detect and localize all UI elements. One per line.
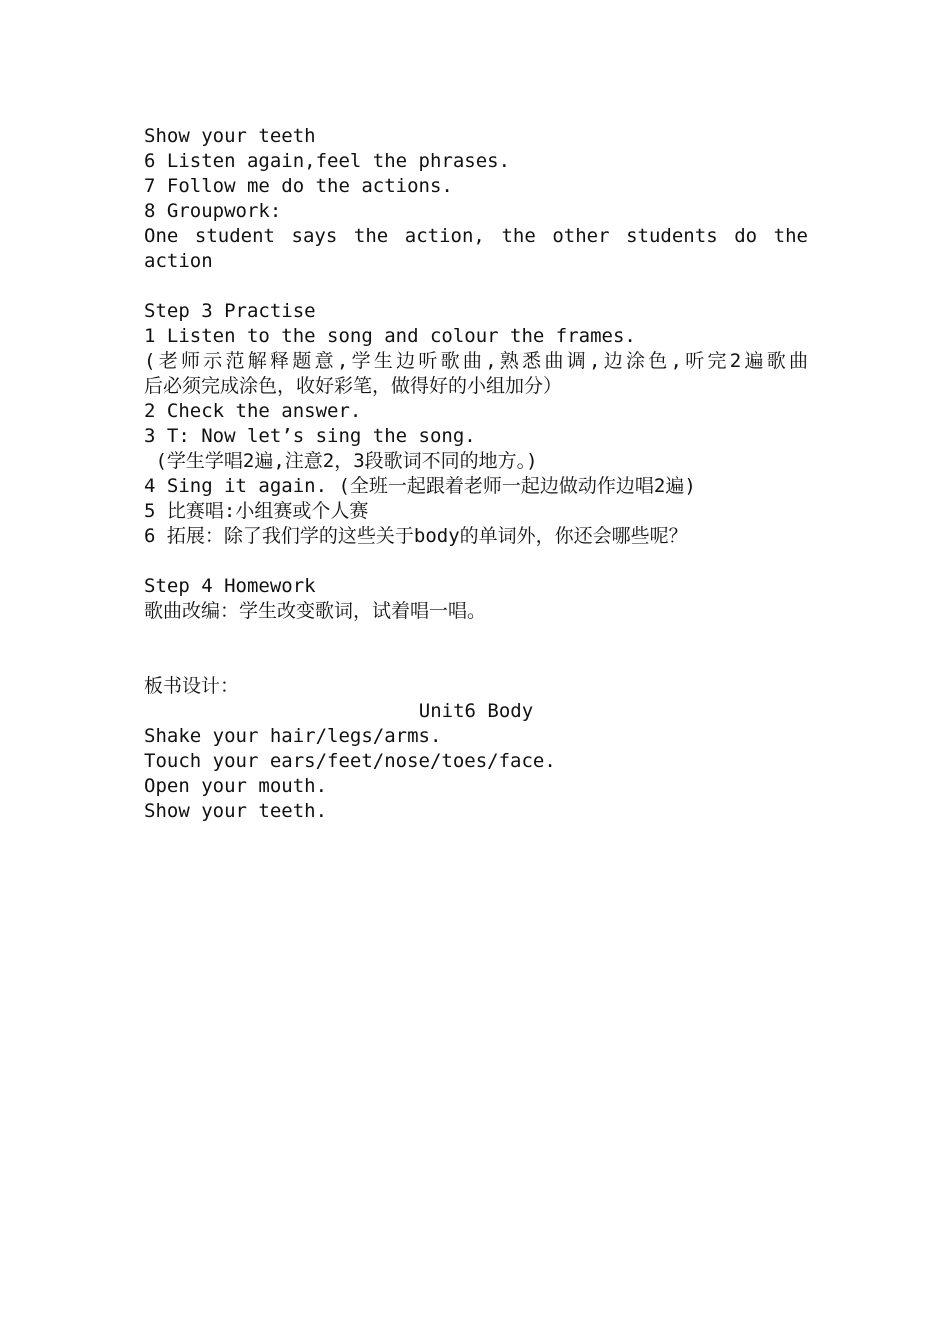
text-line: 1 Listen to the song and colour the frames. bbox=[144, 325, 636, 347]
section-heading: Step 3 Practise bbox=[144, 300, 316, 322]
text-line: Show your teeth bbox=[144, 125, 316, 147]
board-title: Unit6 Body bbox=[418, 700, 534, 722]
text-line: 8 Groupwork: bbox=[144, 200, 282, 222]
text-line: Open your mouth. bbox=[144, 775, 328, 797]
board-design-heading: 板书设计： bbox=[144, 675, 240, 697]
text-line: (学生学唱2遍,注意2，3段歌词不同的地方。) bbox=[144, 450, 538, 472]
text-line: Touch your ears/feet/nose/toes/face. bbox=[144, 750, 556, 772]
text-line: 5 比赛唱:小组赛或个人赛 bbox=[144, 500, 369, 522]
text-line: 歌曲改编：学生改变歌词，试着唱一唱。 bbox=[144, 600, 487, 622]
text-line: 4 Sing it again. (全班一起跟着老师一起边做动作边唱2遍) bbox=[144, 475, 696, 497]
text-line: Shake your hair/legs/arms. bbox=[144, 725, 442, 747]
section-heading: Step 4 Homework bbox=[144, 575, 316, 597]
text-line: 6 Listen again,feel the phrases. bbox=[144, 150, 511, 172]
lesson-plan-text bbox=[144, 124, 808, 824]
blank-line bbox=[144, 624, 808, 649]
text-line: 3 T: Now let’s sing the song. bbox=[144, 425, 476, 447]
text-line: One student says the action, the other students do the bbox=[144, 225, 808, 247]
blank-line bbox=[144, 549, 808, 574]
text-line: 7 Follow me do the actions. bbox=[144, 175, 453, 197]
text-line: 6 拓展：除了我们学的这些关于body的单词外，你还会哪些呢？ bbox=[144, 525, 688, 547]
blank-line bbox=[144, 274, 808, 299]
text-line: (老师示范解释题意,学生边听歌曲,熟悉曲调,边涂色,听完2遍歌曲 bbox=[144, 350, 808, 372]
text-line: 后必须完成涂色，收好彩笔，做得好的小组加分） bbox=[144, 375, 563, 397]
blank-line bbox=[144, 649, 808, 674]
text-line: 2 Check the answer. bbox=[144, 400, 362, 422]
text-line: Show your teeth. bbox=[144, 800, 328, 822]
text-line: action bbox=[144, 250, 213, 272]
